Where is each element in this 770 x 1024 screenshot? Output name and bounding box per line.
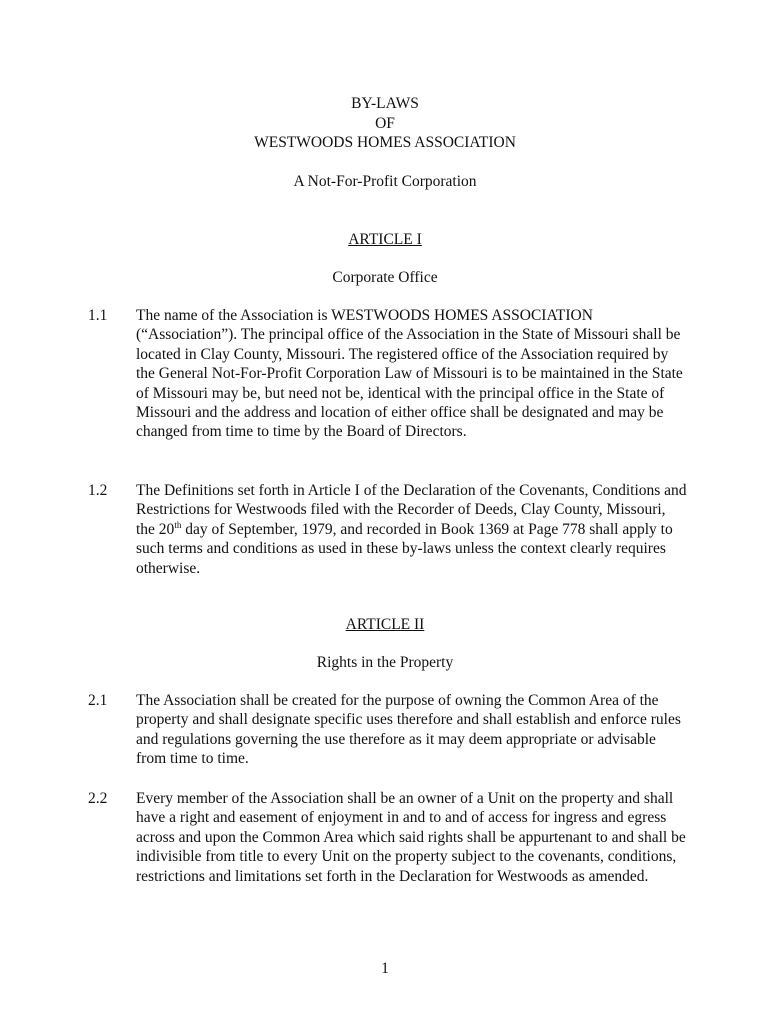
document-subtitle: A Not-For-Profit Corporation	[293, 173, 477, 190]
article-1-subheading: Corporate Office	[332, 269, 438, 286]
title-line-2: OF	[375, 115, 395, 132]
section-number: 2.2	[88, 790, 108, 807]
section-2-1	[88, 691, 688, 769]
section-1-1	[88, 306, 688, 442]
article-2-heading: ARTICLE II	[345, 616, 425, 633]
article-2-subheading: Rights in the Property	[316, 654, 454, 671]
section-text: Every member of the Association shall be an owner of a Unit on the property and shall have a right and easement of enjoyment in and to and of access for ingress and egress across and upon the Common Area which said rights shall be appurtenant to and shall be indivisible from title to every Unit on the property subject to the covenants, conditions, restrictions and limitations set forth in the Declaration for Westwoods as amended.	[136, 790, 686, 885]
section-text: The Definitions set forth in Article I of the Declaration of the Covenants, Conditions and Restrictions for Westwoods filed with the Recorder of Deeds, Clay County, Missouri, the 20th day of September, 1979, and recorded in Book 1369 at Page 778 shall apply to such terms and conditions as used in these by-laws unless the context clearly requires otherwise.	[136, 482, 687, 577]
section-text: The name of the Association is WESTWOODS HOMES ASSOCIATION (“Association”). The principal office of the Association in the State of Missouri shall be located in Clay County, Missouri. The registered office of the Association required by the General Not-For-Profit Corporation Law of Missouri is to be maintained in the State of Missouri may be, but need not be, identical with the principal office in the State of Missouri and the address and location of either office shall be designated and may be changed from time to time by the Board of Directors.	[136, 307, 683, 441]
section-text: The Association shall be created for the purpose of owning the Common Area of the property and shall designate specific uses therefore and shall establish and enforce rules and regulations governing the use therefore as it may deem appropriate or advisable from time to time.	[136, 692, 681, 768]
section-1-2	[88, 481, 688, 578]
ordinal-suffix: th	[174, 519, 182, 530]
article-1-heading: ARTICLE I	[348, 231, 422, 248]
section-number: 1.2	[88, 482, 108, 499]
section-number: 1.1	[88, 307, 108, 324]
title-line-3: WESTWOODS HOMES ASSOCIATION	[254, 134, 516, 151]
page-number: 1	[381, 960, 389, 977]
title-line-1: BY-LAWS	[351, 95, 419, 112]
section-2-2	[88, 789, 688, 886]
section-number: 2.1	[88, 692, 108, 709]
